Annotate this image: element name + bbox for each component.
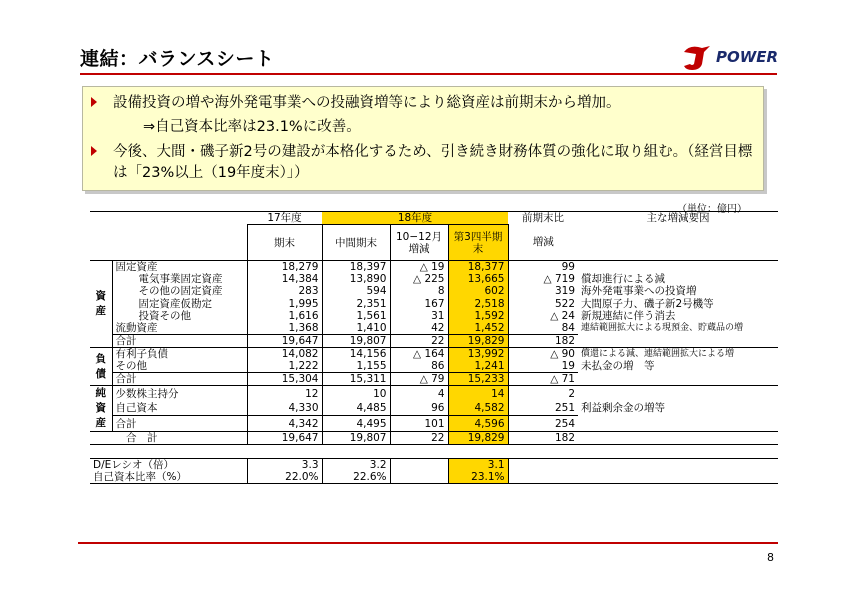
cell-change: 84	[508, 322, 578, 335]
cell-q3-end: 13,665	[448, 273, 508, 285]
j-mark-icon	[680, 42, 714, 72]
row-label: 合計	[112, 373, 247, 386]
cell-change: 19	[508, 360, 578, 373]
cell-interim: 4,485	[322, 401, 390, 416]
cell-change: △ 719	[508, 273, 578, 285]
cell-reason	[578, 373, 778, 386]
page-title: 連結：バランスシート	[80, 48, 275, 70]
header-change: 増減	[508, 225, 578, 261]
logo-text: POWER	[716, 48, 779, 66]
ratio-interim: 22.6%	[322, 471, 390, 484]
table-subheader-row	[90, 225, 778, 261]
table-row	[90, 401, 778, 416]
table-row	[90, 322, 778, 335]
ratio-q3: 3.1	[448, 459, 508, 472]
cell-fy17: 1,995	[247, 298, 322, 310]
cell-change: 99	[508, 261, 578, 274]
cell-fy17: 18,279	[247, 261, 322, 274]
row-label: 合 計	[112, 432, 247, 445]
cell-reason	[578, 416, 778, 432]
ratio-row	[90, 459, 778, 472]
cell-interim: 19,807	[322, 335, 390, 348]
cell-reason	[578, 386, 778, 401]
cell-oct-dec-change: 86	[390, 360, 448, 373]
cell-oct-dec-change: 22	[390, 335, 448, 348]
row-label: 流動資産	[115, 322, 158, 335]
bullet-triangle-icon	[91, 97, 97, 107]
cell-reason: 償還による減、連結範囲拡大による増	[578, 348, 778, 361]
table-row	[90, 386, 778, 401]
cell-oct-dec-change: 101	[390, 416, 448, 432]
header-oct-dec: 10−12月 増減	[390, 225, 448, 261]
ratio-interim: 3.2	[322, 459, 390, 472]
cell-oct-dec-change: 22	[390, 432, 448, 445]
table-row	[90, 273, 778, 285]
cell-change: 2	[508, 386, 578, 401]
cell-reason: 連結範囲拡大による現預金、貯蔵品の増	[581, 323, 744, 334]
cell-oct-dec-change: △ 225	[390, 273, 448, 285]
cell-fy17: 14,384	[247, 273, 322, 285]
row-label: 固定資産	[112, 261, 247, 274]
row-label: 少数株主持分	[112, 386, 247, 401]
table-row	[90, 298, 778, 310]
cell-reason: 利益剰余金の増等	[581, 402, 665, 415]
cell-oct-dec-change: 96	[390, 401, 448, 416]
table-row	[90, 373, 778, 386]
cell-q3-end: 1,592	[448, 310, 508, 322]
table-row	[90, 285, 778, 297]
table-body	[90, 261, 778, 484]
row-label: 電気事業固定資産	[138, 273, 223, 286]
ratio-label: 自己資本比率（%）	[90, 471, 247, 484]
row-label: 有利子負債	[112, 348, 247, 361]
cell-fy17: 1,368	[247, 322, 322, 335]
cell-q3-end: 14	[448, 386, 508, 401]
cell-interim: 18,397	[322, 261, 390, 274]
ratio-fy17: 22.0%	[247, 471, 322, 484]
cell-interim: 10	[322, 386, 390, 401]
row-label: その他	[115, 360, 147, 373]
table-row	[90, 360, 778, 373]
cell-reason: 大間原子力、磯子新2号機等	[581, 297, 714, 310]
table-header-row	[90, 212, 778, 225]
cell-reason	[578, 335, 778, 348]
cell-fy17: 283	[247, 285, 322, 297]
cell-interim: 13,890	[322, 273, 390, 285]
group-label-assets: 資 産	[90, 261, 112, 348]
cell-reason: 未払金の増 等	[581, 360, 655, 373]
row-label: 固定資産仮勘定	[138, 297, 212, 310]
cell-oct-dec-change: △ 19	[390, 261, 448, 274]
cell-interim: 19,807	[322, 432, 390, 445]
summary-box	[82, 86, 764, 191]
cell-interim: 14,156	[322, 348, 390, 361]
cell-interim: 1,561	[322, 310, 390, 322]
cell-q3-end: 19,829	[448, 432, 508, 445]
cell-change: 254	[508, 416, 578, 432]
summary-bullet-2	[91, 142, 761, 184]
table-row	[90, 261, 778, 274]
table-row	[90, 416, 778, 432]
cell-interim: 4,495	[322, 416, 390, 432]
group-label-net_assets: 純 資 産	[90, 386, 112, 432]
cell-oct-dec-change: △ 164	[390, 348, 448, 361]
table-row	[90, 348, 778, 361]
cell-fy17: 1,616	[247, 310, 322, 322]
row-label: 合計	[112, 335, 247, 348]
cell-oct-dec-change: 31	[390, 310, 448, 322]
cell-fy17: 19,647	[247, 335, 322, 348]
header-fy17: 17年度	[247, 212, 322, 225]
cell-q3-end: 19,829	[448, 335, 508, 348]
row-label: その他の固定資産	[138, 285, 223, 298]
bullet-2-text: 今後、大間・磯子新2号の建設が本格化するため、引き続き財務体質の強化に取り組む。（経営目標は「23%以上（19年度末）」）	[113, 144, 753, 181]
cell-fy17: 4,330	[247, 401, 322, 416]
cell-q3-end: 1,452	[448, 322, 508, 335]
header-q3-end: 第3四半期 末	[448, 225, 508, 261]
group-label-liabilities: 負 債	[90, 348, 112, 386]
cell-interim: 15,311	[322, 373, 390, 386]
cell-q3-end: 4,582	[448, 401, 508, 416]
balance-sheet-table	[90, 211, 778, 484]
cell-change: 319	[508, 285, 578, 297]
bullet-1-text: 設備投資の増や海外発電事業への投融資増等により総資産は前期末から増加。	[113, 95, 621, 111]
row-label: 自己資本	[115, 402, 158, 415]
header-fy18: 18年度	[322, 212, 508, 225]
table-row	[90, 432, 778, 445]
cell-oct-dec-change: 8	[390, 285, 448, 297]
cell-reason	[578, 261, 778, 274]
cell-change: 182	[508, 335, 578, 348]
cell-fy17: 1,222	[247, 360, 322, 373]
cell-reason: 新規連結に伴う消去	[581, 310, 676, 323]
ratio-label: D/Eレシオ（倍）	[90, 459, 247, 472]
row-label: 合計	[112, 416, 247, 432]
cell-q3-end: 1,241	[448, 360, 508, 373]
cell-fy17: 15,304	[247, 373, 322, 386]
cell-reason	[578, 432, 778, 445]
ratio-q3: 23.1%	[448, 471, 508, 484]
cell-reason: 海外発電事業への投資増	[581, 285, 697, 298]
cell-change: △ 90	[508, 348, 578, 361]
cell-interim: 1,410	[322, 322, 390, 335]
cell-q3-end: 13,992	[448, 348, 508, 361]
table-row	[90, 310, 778, 322]
ratio-fy17: 3.3	[247, 459, 322, 472]
page-number: 8	[767, 551, 774, 564]
cell-change: 182	[508, 432, 578, 445]
cell-q3-end: 18,377	[448, 261, 508, 274]
header-period-end: 期末	[247, 225, 322, 261]
cell-oct-dec-change: 4	[390, 386, 448, 401]
summary-bullet-1-sub: ⇒自己資本比率は23.1%に改善。	[143, 119, 361, 135]
cell-fy17: 4,342	[247, 416, 322, 432]
cell-q3-end: 15,233	[448, 373, 508, 386]
footer-divider	[78, 542, 778, 544]
cell-interim: 1,155	[322, 360, 390, 373]
cell-oct-dec-change: △ 79	[390, 373, 448, 386]
header-interim-end: 中間期末	[322, 225, 390, 261]
unit-note: （単位：億円）	[677, 204, 747, 215]
bullet-triangle-icon	[91, 146, 97, 156]
cell-oct-dec-change: 167	[390, 298, 448, 310]
row-label: 投資その他	[138, 310, 191, 323]
summary-bullet-1	[91, 93, 761, 114]
company-logo	[680, 42, 778, 72]
cell-oct-dec-change: 42	[390, 322, 448, 335]
header-prev-compare: 前期末比	[508, 212, 578, 225]
cell-q3-end: 602	[448, 285, 508, 297]
title-divider	[80, 73, 777, 75]
cell-q3-end: 4,596	[448, 416, 508, 432]
cell-change: △ 71	[508, 373, 578, 386]
cell-interim: 2,351	[322, 298, 390, 310]
cell-change: 522	[508, 298, 578, 310]
cell-interim: 594	[322, 285, 390, 297]
cell-reason: 償却進行による減	[581, 273, 665, 286]
cell-change: 251	[508, 401, 578, 416]
cell-change: △ 24	[508, 310, 578, 322]
ratio-row	[90, 471, 778, 484]
table-row	[90, 335, 778, 348]
cell-fy17: 14,082	[247, 348, 322, 361]
header-reasons: 主な増減要因	[578, 212, 778, 225]
cell-fy17: 12	[247, 386, 322, 401]
cell-fy17: 19,647	[247, 432, 322, 445]
cell-q3-end: 2,518	[448, 298, 508, 310]
